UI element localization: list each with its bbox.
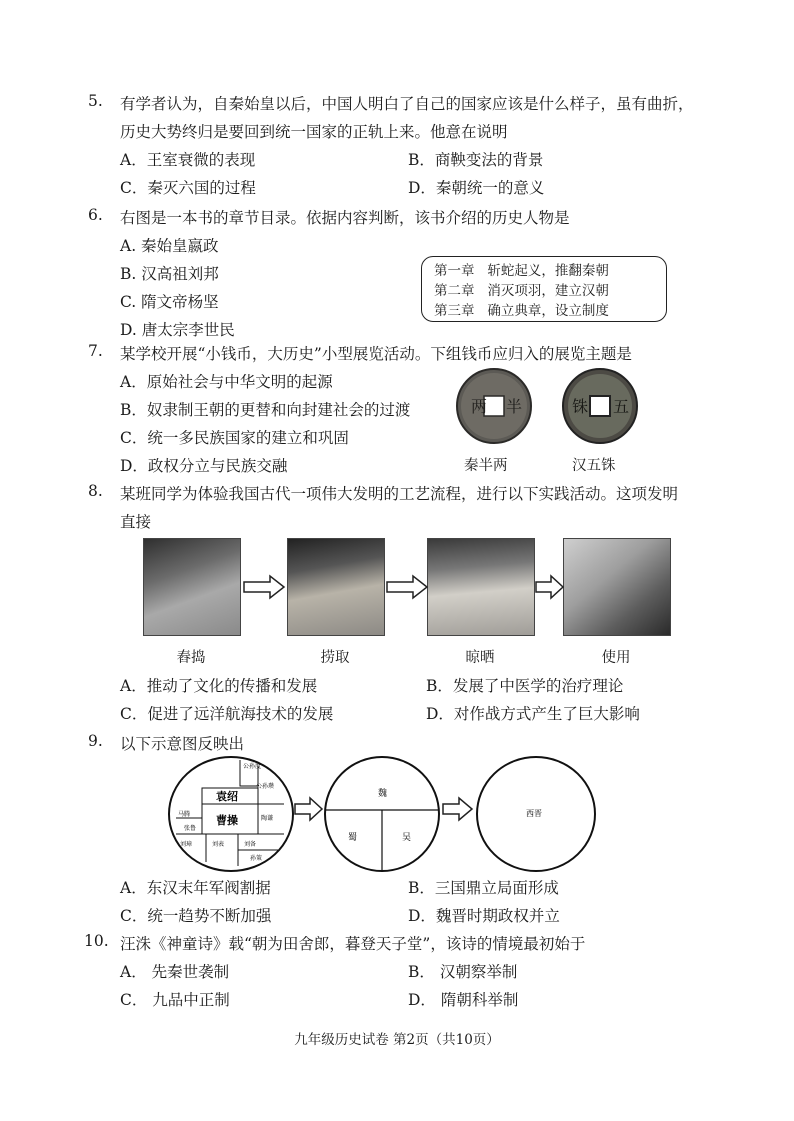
map1-mateng: 马腾 bbox=[178, 811, 191, 818]
step-caption-4: 使用 bbox=[601, 650, 631, 666]
map2-shu: 蜀 bbox=[348, 833, 358, 843]
map1-taoqian: 陶谦 bbox=[261, 815, 274, 822]
coin2-char-right: 五 bbox=[613, 397, 630, 416]
q8-stem-line1: 某班同学为体验我国古代一项伟大发明的工艺流程，进行以下实践活动。这项发明 bbox=[120, 485, 679, 503]
q9-option-d: D．魏晋时期政权并立 bbox=[408, 907, 560, 925]
step-photo-using bbox=[563, 538, 671, 636]
map1-caocao: 曹操 bbox=[216, 814, 238, 827]
map-warlords bbox=[166, 754, 296, 874]
q9-stem: 以下示意图反映出 bbox=[120, 735, 245, 753]
toc-chapter-3: 第三章 确立典章，设立制度 bbox=[434, 303, 609, 319]
q7-stem: 某学校开展“小钱币，大历史”小型展览活动。下组钱币应归入的展览主题是 bbox=[120, 345, 632, 363]
map1-liuzhang: 刘璋 bbox=[180, 841, 193, 848]
book-table-of-contents bbox=[421, 256, 667, 322]
q10-number: 10. bbox=[84, 932, 109, 950]
step-caption-3: 晾晒 bbox=[465, 650, 495, 666]
q9-option-b: B．三国鼎立局面形成 bbox=[408, 879, 559, 897]
coin-han-wuzhu bbox=[560, 366, 640, 446]
arrow-right-icon bbox=[535, 574, 565, 600]
map1-yuanshao: 袁绍 bbox=[216, 790, 238, 803]
map2-wu: 吴 bbox=[402, 833, 412, 843]
step-photo-pounding bbox=[143, 538, 241, 636]
q8-option-a: A．推动了文化的传播和发展 bbox=[120, 677, 318, 695]
q8-number: 8. bbox=[88, 482, 103, 500]
arrow-right-icon bbox=[385, 574, 429, 600]
map1-liubiao: 刘表 bbox=[212, 841, 225, 848]
q7-option-c: C．统一多民族国家的建立和巩固 bbox=[120, 429, 349, 447]
q8-stem-line2: 直接 bbox=[120, 513, 152, 531]
step-photo-scooping bbox=[287, 538, 385, 636]
map-western-jin bbox=[474, 754, 598, 874]
map-three-kingdoms bbox=[322, 754, 442, 874]
q5-option-b: B．商鞅变法的背景 bbox=[408, 151, 544, 169]
q10-option-d: D． 隋朝科举制 bbox=[408, 991, 519, 1009]
step-photo-drying bbox=[427, 538, 535, 636]
q5-option-a: A．王室衰微的表现 bbox=[120, 151, 256, 169]
q8-option-d: D．对作战方式产生了巨大影响 bbox=[426, 705, 640, 723]
q5-stem-line2: 历史大势终归是要回到统一国家的正轨上来。他意在说明 bbox=[120, 123, 508, 141]
q7-option-b: B．奴隶制王朝的更替和向封建社会的过渡 bbox=[120, 401, 411, 419]
map1-gongsunzan: 公孙瓒 bbox=[256, 783, 275, 790]
step-caption-2: 捞取 bbox=[320, 650, 350, 666]
q6-option-c: C. 隋文帝杨坚 bbox=[120, 293, 219, 311]
map1-zhanglu: 张鲁 bbox=[184, 825, 197, 832]
q6-stem: 右图是一本书的章节目录。依据内容判断，该书介绍的历史人物是 bbox=[120, 209, 570, 227]
q9-option-a: A．东汉末年军阀割据 bbox=[120, 879, 271, 897]
coin-qin-banliang bbox=[454, 366, 534, 446]
q5-number: 5. bbox=[88, 92, 103, 110]
q5-option-d: D．秦朝统一的意义 bbox=[408, 179, 545, 197]
arrow-right-icon bbox=[242, 574, 286, 600]
q6-option-a: A. 秦始皇嬴政 bbox=[120, 237, 219, 255]
map1-liubei: 刘备 bbox=[244, 841, 257, 848]
map1-sunce: 孙策 bbox=[250, 855, 263, 862]
q5-stem-line1: 有学者认为，自秦始皇以后，中国人明白了自己的国家应该是什么样子，虽有曲折， bbox=[120, 95, 694, 113]
map2-wei: 魏 bbox=[378, 789, 388, 799]
q8-option-c: C．促进了远洋航海技术的发展 bbox=[120, 705, 334, 723]
q8-option-b: B．发展了中医学的治疗理论 bbox=[426, 677, 624, 695]
coin1-char-left: 两 bbox=[471, 397, 488, 416]
q7-option-d: D．政权分立与民族交融 bbox=[120, 457, 288, 475]
toc-chapter-2: 第二章 消灭项羽，建立汉朝 bbox=[434, 283, 609, 299]
q6-option-d: D. 唐太宗李世民 bbox=[120, 321, 235, 339]
q10-option-a: A． 先秦世袭制 bbox=[120, 963, 230, 981]
q10-option-c: C． 九品中正制 bbox=[120, 991, 230, 1009]
toc-chapter-1: 第一章 斩蛇起义，推翻秦朝 bbox=[434, 263, 609, 279]
q10-stem: 汪洙《神童诗》载“朝为田舍郎，暮登天子堂”，该诗的情境最初始于 bbox=[120, 935, 586, 953]
q9-number: 9. bbox=[88, 732, 103, 750]
page-footer: 九年级历史试卷 第2页（共10页） bbox=[294, 1032, 500, 1048]
arrow-right-icon bbox=[294, 796, 324, 822]
q9-option-c: C．统一趋势不断加强 bbox=[120, 907, 272, 925]
q7-option-a: A．原始社会与中华文明的起源 bbox=[120, 373, 333, 391]
arrow-right-icon bbox=[442, 796, 474, 822]
map3-xijin: 西晋 bbox=[526, 809, 542, 818]
q6-option-b: B. 汉高祖刘邦 bbox=[120, 265, 219, 283]
q10-option-b: B． 汉朝察举制 bbox=[408, 963, 518, 981]
q7-number: 7. bbox=[88, 342, 103, 360]
coin1-char-right: 半 bbox=[506, 397, 523, 416]
coin2-char-left: 铢 bbox=[572, 397, 589, 416]
step-caption-1: 舂捣 bbox=[176, 650, 206, 666]
q5-option-c: C．秦灭六国的过程 bbox=[120, 179, 256, 197]
map1-gongsundu: 公孙度 bbox=[243, 763, 262, 770]
coin1-caption: 秦半两 bbox=[464, 458, 508, 474]
q6-number: 6. bbox=[88, 206, 103, 224]
coin2-caption: 汉五铢 bbox=[572, 458, 616, 474]
